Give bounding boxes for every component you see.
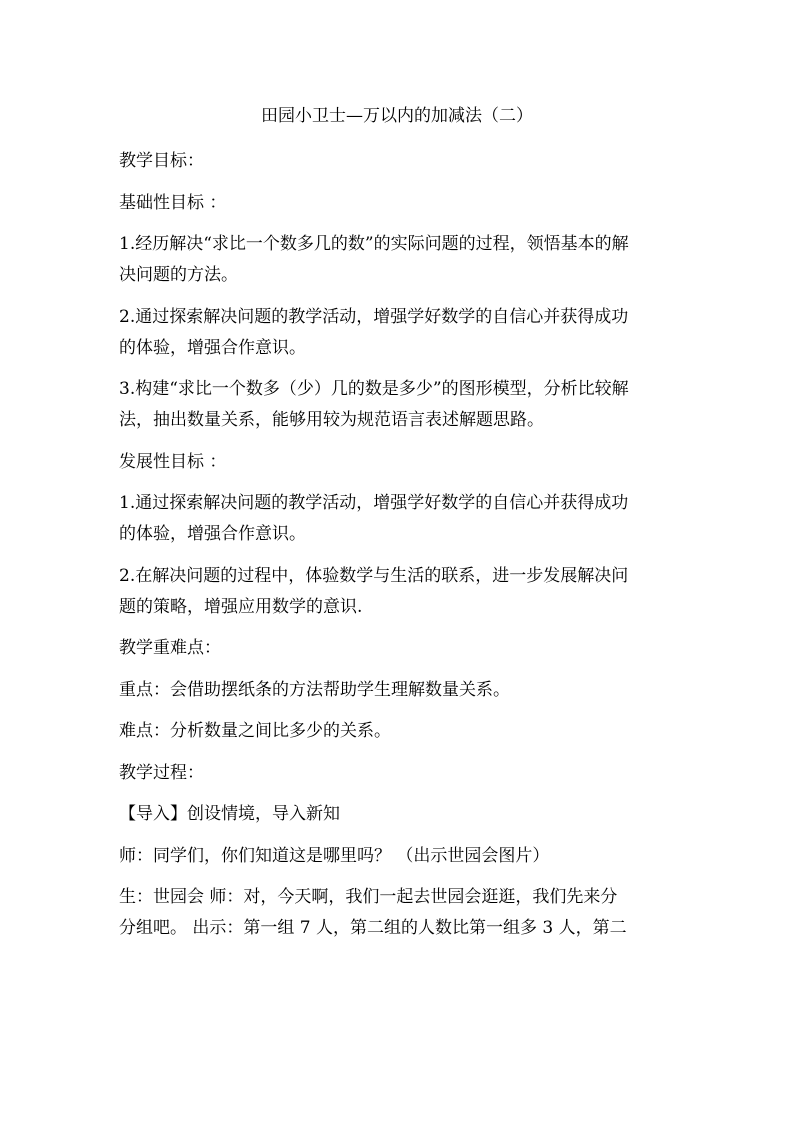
dialogue-line: 生：世园会 师：对，今天啊，我们一起去世园会逛逛，我们先来分 xyxy=(119,887,618,907)
paragraph-line: 的体验，增强合作意识。 xyxy=(119,337,306,358)
paragraph-line: 重点：会借助摆纸条的方法帮助学生理解数量关系。 xyxy=(119,679,510,700)
paragraph-line: 3.构建“求比一个数多（少）几的数是多少”的图形模型，分析比较解 xyxy=(119,379,629,399)
paragraph-line: 的体验，增强合作意识。 xyxy=(119,524,306,544)
paragraph-line: 1.通过探索解决问题的教学活动，增强学好数学的自信心并获得成功 xyxy=(119,493,629,513)
paragraph-line: 决问题的方法。 xyxy=(119,265,238,285)
document-title: 田园小卫士—万以内的加减法（二） xyxy=(261,106,533,126)
paragraph-line: 1.经历解决“求比一个数多几的数”的实际问题的过程，领悟基本的解 xyxy=(119,234,629,254)
subheading-development-goals: 发展性目标 ： xyxy=(119,451,227,472)
heading-teaching-goals: 教学目标： xyxy=(119,151,204,171)
paragraph-line: 2.通过探索解决问题的教学活动，增强学好数学的自信心并获得成功 xyxy=(119,306,629,327)
paragraph-line: 2.在解决问题的过程中，体验数学与生活的联系，进一步发展解决问 xyxy=(119,565,629,586)
paragraph-line: 法，抽出数量关系，能够用较为规范语言表述解题思路。 xyxy=(119,410,544,430)
subheading-basic-goals: 基础性目标 ： xyxy=(119,192,227,213)
document-body xyxy=(119,146,679,944)
heading-teaching-process: 教学过程： xyxy=(119,762,204,783)
paragraph-line: 题的策略，增强应用数学的意识. xyxy=(119,596,363,617)
section-intro-heading: 【导入】创设情境，导入新知 xyxy=(119,804,340,824)
heading-key-points: 教学重难点： xyxy=(119,638,221,658)
dialogue-line: 师：同学们，你们知道这是哪里吗？ （出示世园会图片） xyxy=(119,845,550,866)
dialogue-line: 分组吧。 出示：第一组 7 人，第二组的人数比第一组多 3 人，第二 xyxy=(119,918,627,938)
paragraph-line: 难点：分析数量之间比多少的关系。 xyxy=(119,721,391,741)
